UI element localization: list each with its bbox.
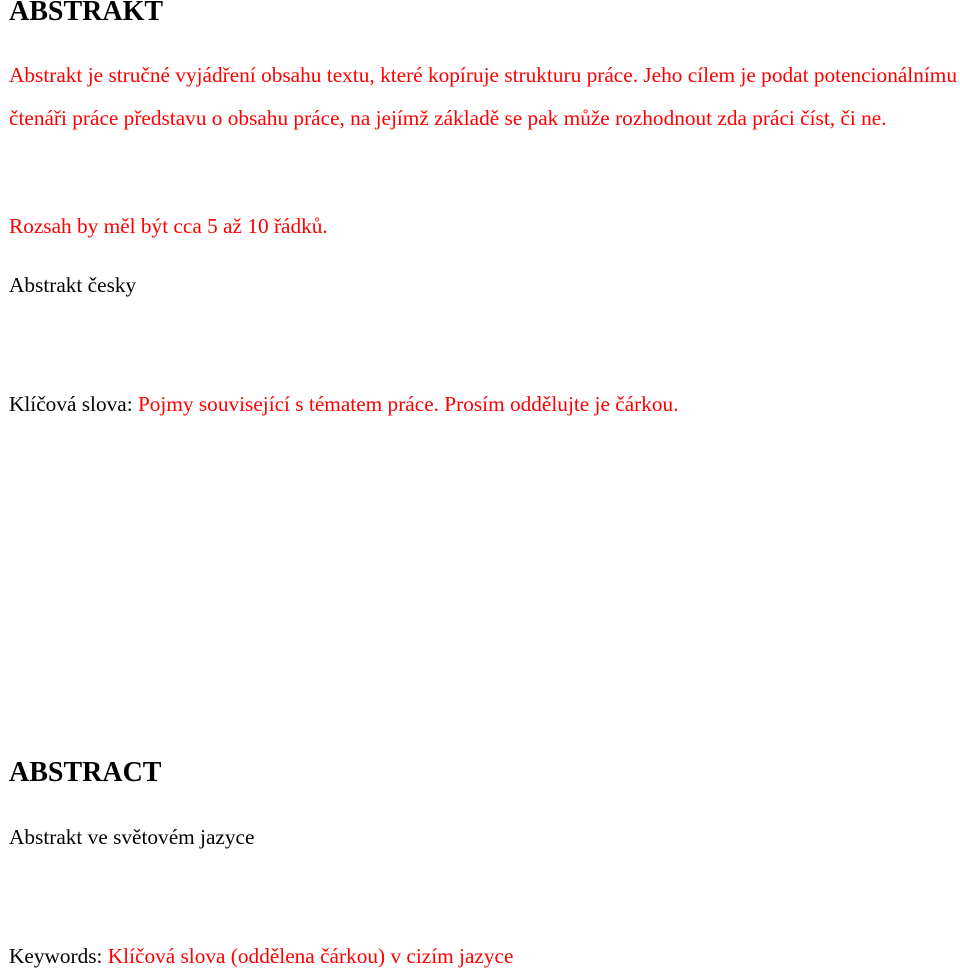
czech-keywords-line [9, 383, 679, 426]
czech-keywords-label: Klíčová slova: [9, 392, 138, 416]
abstract-heading: ABSTRACT [9, 757, 162, 788]
english-keywords-line [9, 935, 513, 978]
foreign-abstract-text: Abstrakt ve světovém jazyce [9, 825, 255, 849]
czech-abstract-text: Abstrakt česky [9, 273, 137, 297]
czech-keywords-value: Pojmy související s tématem práce. Prosím oddělujte je čárkou. [137, 392, 679, 416]
abstract-length-note: Rozsah by měl být cca 5 až 10 řádků. [9, 214, 328, 238]
abstract-instructions: Abstrakt je stručné vyjádření obsahu textu, které kopíruje strukturu práce. Jeho cílem je podat potencionálnímu čtenáři práce představu o obsahu práce, na jejímž základě se pak může rozhodnout zda práci číst, či ne. [9, 63, 957, 130]
english-keywords-value: Klíčová slova (oddělena čárkou) v cizím jazyce [107, 944, 514, 968]
abstrakt-heading: ABSTRAKT [9, 0, 164, 27]
english-keywords-label: Keywords: [9, 944, 108, 968]
